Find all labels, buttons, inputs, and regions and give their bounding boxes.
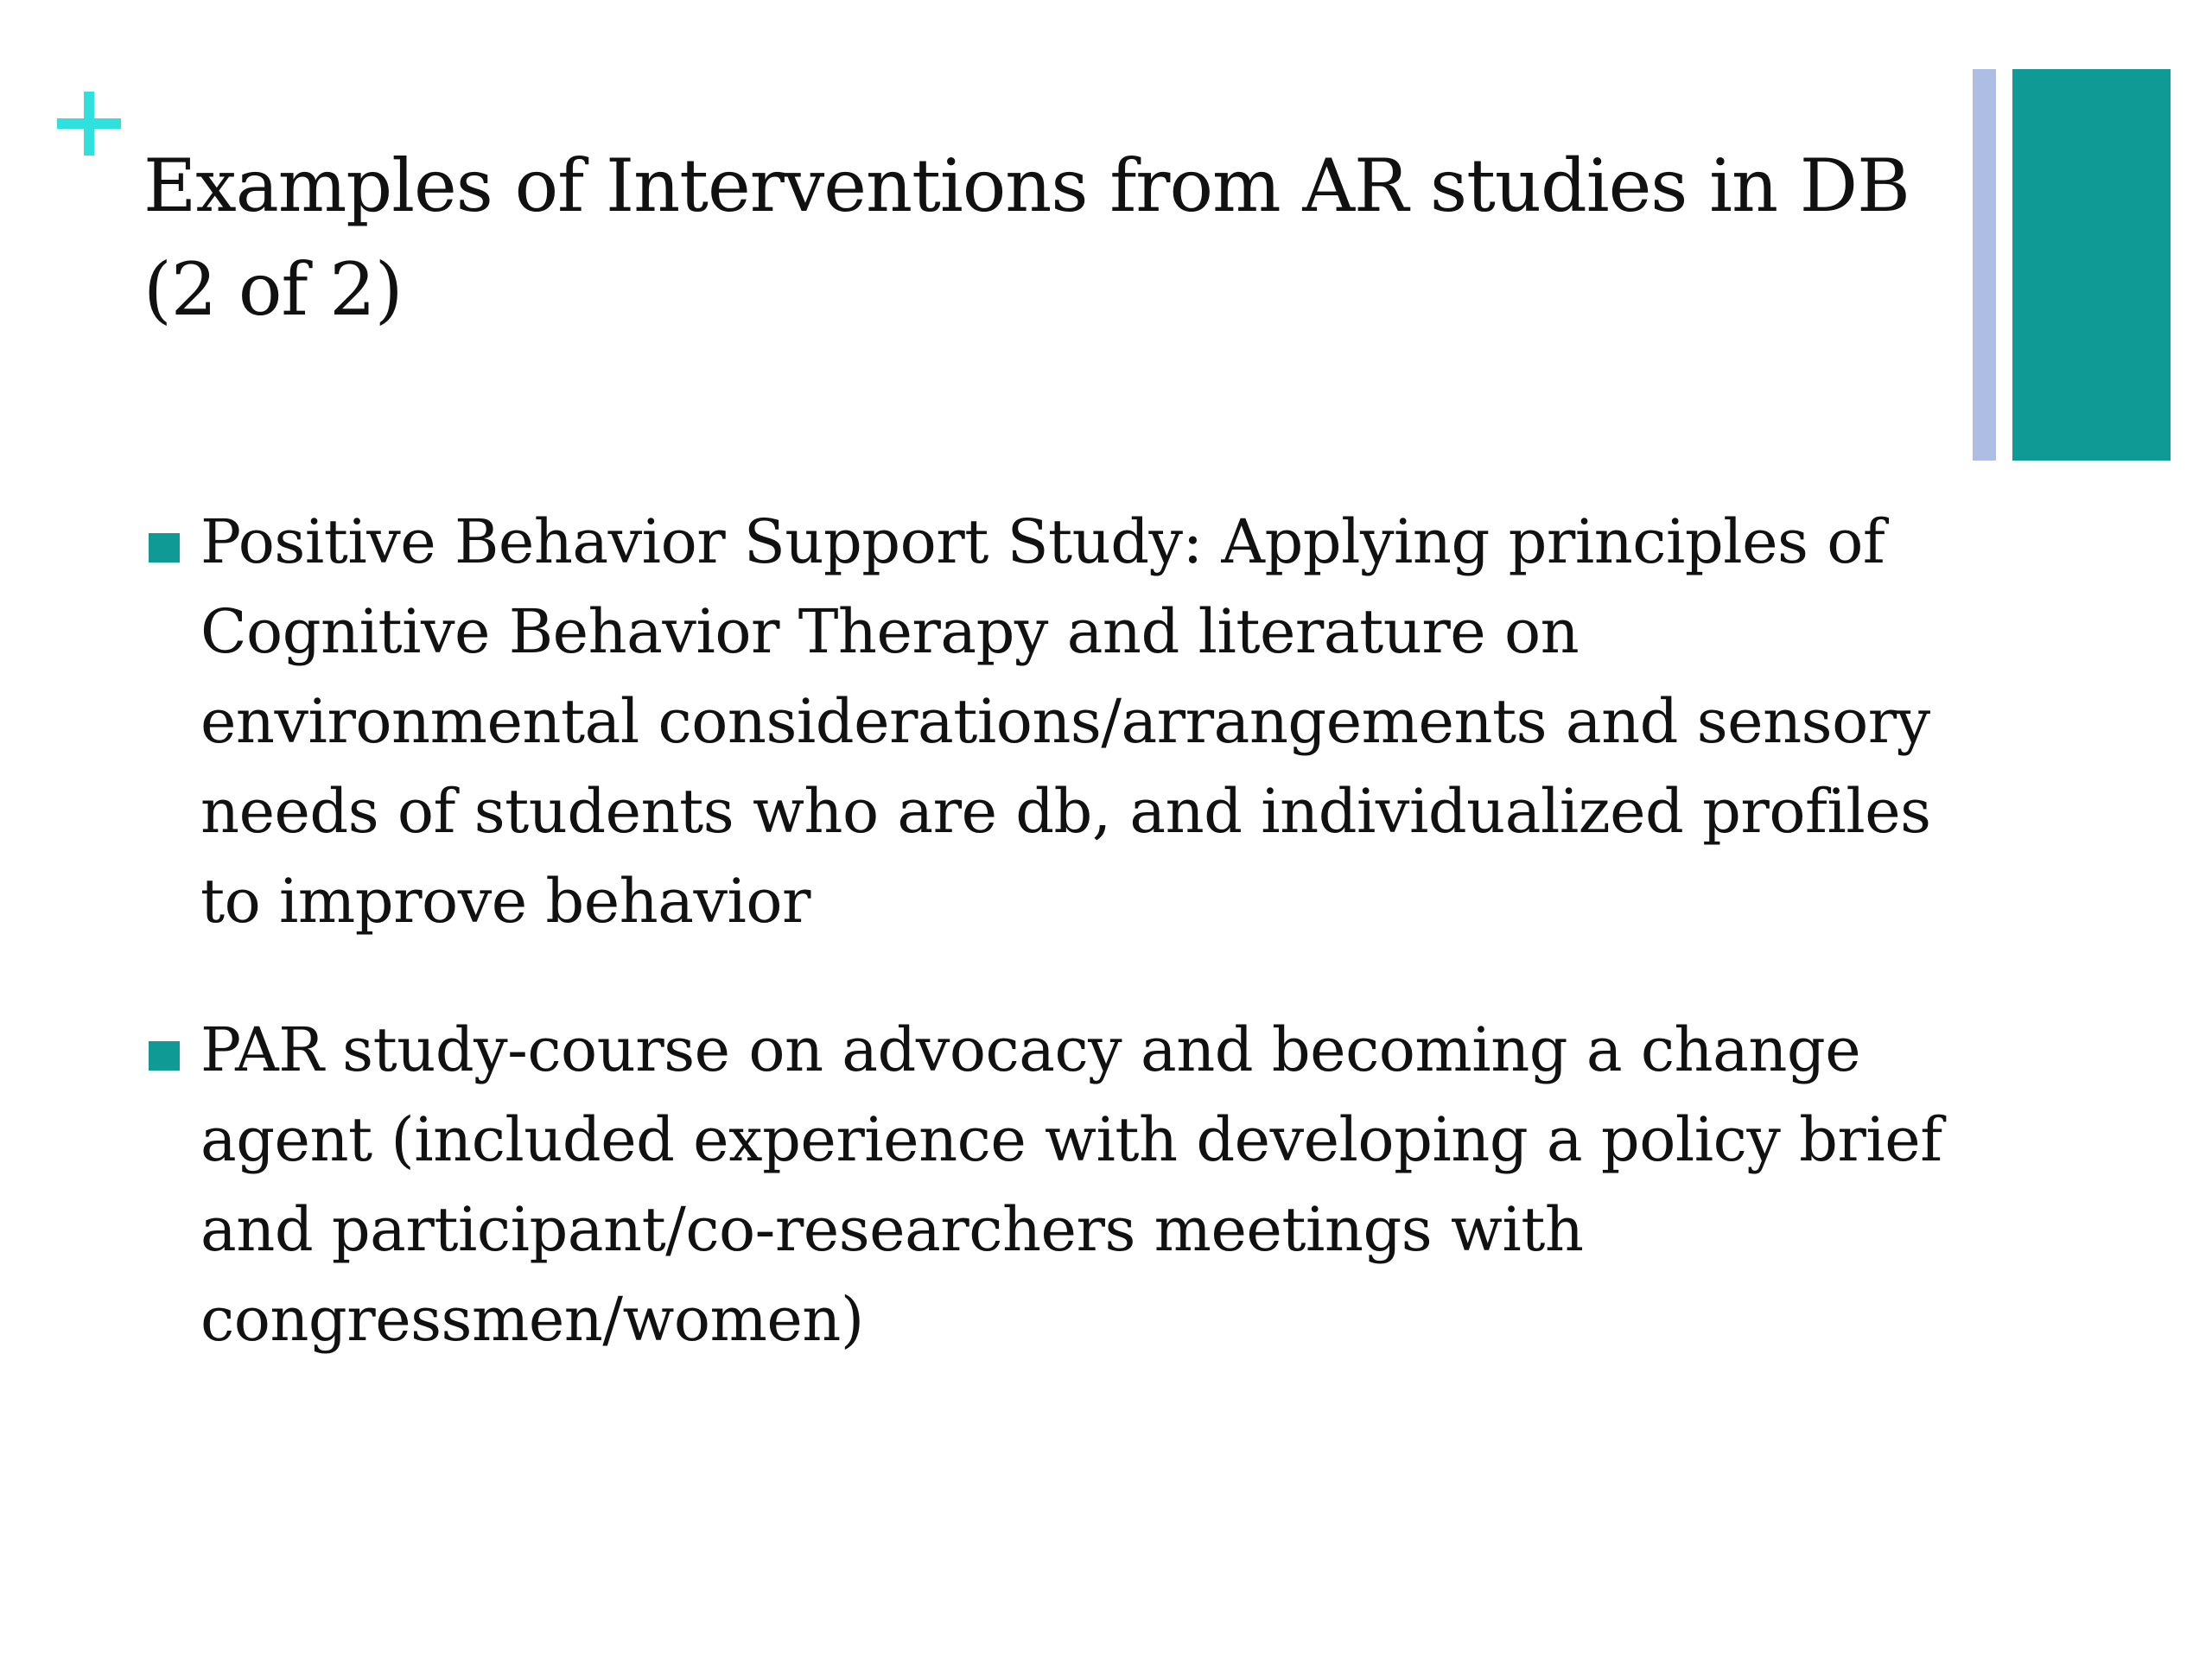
plus-icon-vertical <box>84 92 94 156</box>
bullet-list <box>200 497 1963 1423</box>
square-bullet-icon <box>149 1041 180 1071</box>
bullet-text: Positive Behavior Support Study: Applying principles of Cognitive Behavior Therapy and literature on environmental considerations/arrangements and sensory needs of students who are db, and individualized profiles to improve behavior <box>200 506 1931 937</box>
bullet-item <box>200 1005 1963 1364</box>
plus-icon <box>57 92 121 156</box>
slide-title: Examples of Interventions from AR studies in DB (2 of 2) <box>143 143 1910 332</box>
decorative-bar-thin <box>1973 69 1996 461</box>
bullet-text: PAR study-course on advocacy and becoming a change agent (included experience with developing a policy brief and participant/co-researchers meetings with congressmen/women) <box>200 1014 1942 1355</box>
decorative-bar-wide <box>2012 69 2171 461</box>
square-bullet-icon <box>149 533 180 563</box>
bullet-item <box>200 497 1963 946</box>
